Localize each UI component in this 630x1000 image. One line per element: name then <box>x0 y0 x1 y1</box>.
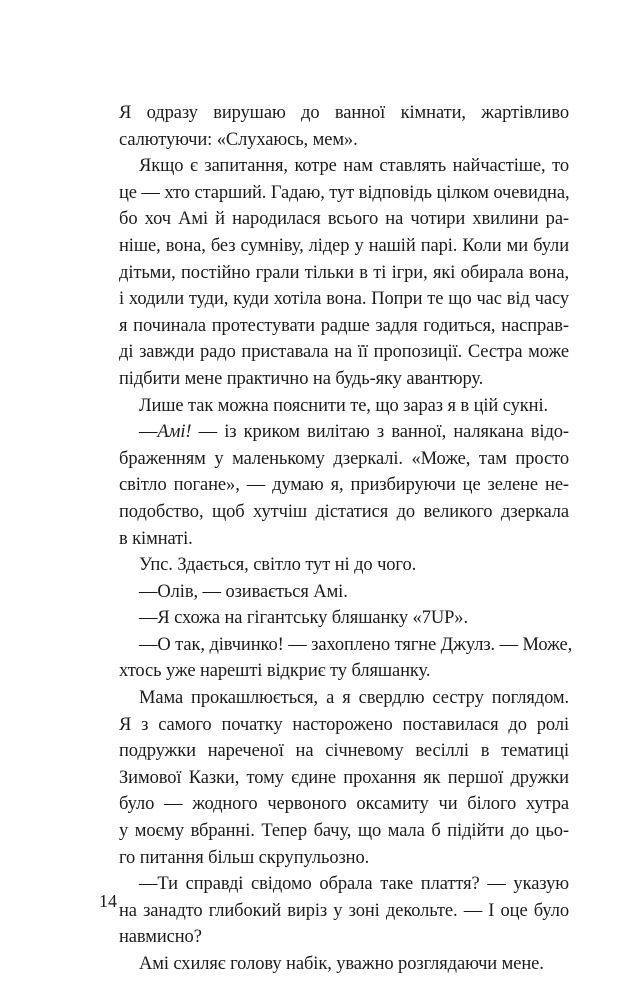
text-line: бо хоч Амі й народилася всього на чотири хвилини ра- <box>119 209 569 230</box>
text-line: на занадто глибокий виріз у зоні декольте. — І оце було <box>119 900 569 921</box>
text-line: Лише так можна пояснити те, що зараз я в цій сукні. <box>139 395 549 416</box>
text-line: у моєму вбранні. Тепер бачу, що мала б підійти до цьо- <box>119 821 569 842</box>
paragraph-8 <box>99 632 573 685</box>
page-number: 14 <box>99 891 117 911</box>
text-line: —О так, дівчинко! — захоплено тягне Джулз. — Може, <box>139 634 573 655</box>
text-line: я починала протестувати радше задля годиться, насправ- <box>119 315 569 336</box>
text-line: браженням у маленькому дзеркалі. «Може, там просто <box>119 448 569 469</box>
text-line: це — хто старший. Гадаю, тут відповідь цілком очевидна, <box>119 182 570 203</box>
text-line: хтось уже нарешті відкриє ту бляшанку. <box>119 661 431 682</box>
text-line: го питання більш скрупульозно. <box>119 847 370 868</box>
paragraph-2 <box>99 153 569 392</box>
paragraph-10 <box>99 871 569 951</box>
text-line: дітьми, постійно грали тільки в ті ігри, які обирала вона, <box>119 262 569 283</box>
text-line: Упс. Здається, світло тут ні до чого. <box>139 555 417 576</box>
paragraph-6 <box>99 579 569 606</box>
text-line: —Я схожа на гігантську бляшанку «7UP». <box>139 608 468 629</box>
italic-exclamation: Амі! <box>157 422 192 443</box>
text-line: Я одразу вирушаю до ванної кімнати, жартівливо <box>119 103 569 123</box>
text-line: ніше, вона, без сумніву, лідер у нашій парі. Коли ми були <box>119 235 569 256</box>
text-line-with-italic <box>99 419 569 446</box>
paragraph-5 <box>99 552 569 579</box>
text-line: Якщо є запитання, котре нам ставлять найчастіше, то <box>139 156 569 177</box>
text-line: Амі схиляє голову набік, уважно розглядаючи мене. <box>139 954 544 974</box>
text-line: і ходили туди, куди хотіла вона. Попри те що час від часу <box>119 289 569 310</box>
text-line: світло погане», — думаю я, призбируючи це зелене не- <box>119 475 569 496</box>
text-line: в кімнаті. <box>119 528 193 549</box>
text-line: —Олів, — озивається Амі. <box>139 581 348 602</box>
text-line: підбити мене практично на будь-яку авантюру. <box>119 368 484 389</box>
text-line-rest: — із криком вилітаю з ванної, налякана відо- <box>191 422 569 443</box>
paragraph-9 <box>99 685 569 871</box>
text-line: ді завжди радо приставала на її пропозиції. Сестра може <box>119 342 569 363</box>
paragraph-3 <box>99 393 569 420</box>
paragraph-4 <box>99 419 569 552</box>
paragraph-11 <box>99 951 569 978</box>
paragraph-1 <box>99 100 569 153</box>
paragraph-7 <box>99 605 569 632</box>
dash-prefix: — <box>139 422 158 443</box>
text-line: Мама прокашлюється, а я свердлю сестру поглядом. <box>139 688 569 709</box>
text-line: салютуючи: «Слухаюсь, мем». <box>119 129 358 150</box>
text-line: подружки нареченої на січневому весіллі в тематиці <box>119 741 569 762</box>
text-line: Я з самого початку насторожено поставилася до ролі <box>119 714 569 735</box>
text-line: навмисно? <box>119 927 202 948</box>
text-line: —Ти справді свідомо обрала таке плаття? — указую <box>139 874 569 895</box>
text-line: було — жодного червоного оксамиту чи білого хутра <box>119 794 569 815</box>
text-line: подобство, щоб хутчіш дістатися до великого дзеркала <box>119 501 569 522</box>
text-line: Зимової Казки, тому єдине прохання як першої дружки <box>119 767 569 788</box>
page-body <box>99 100 573 974</box>
